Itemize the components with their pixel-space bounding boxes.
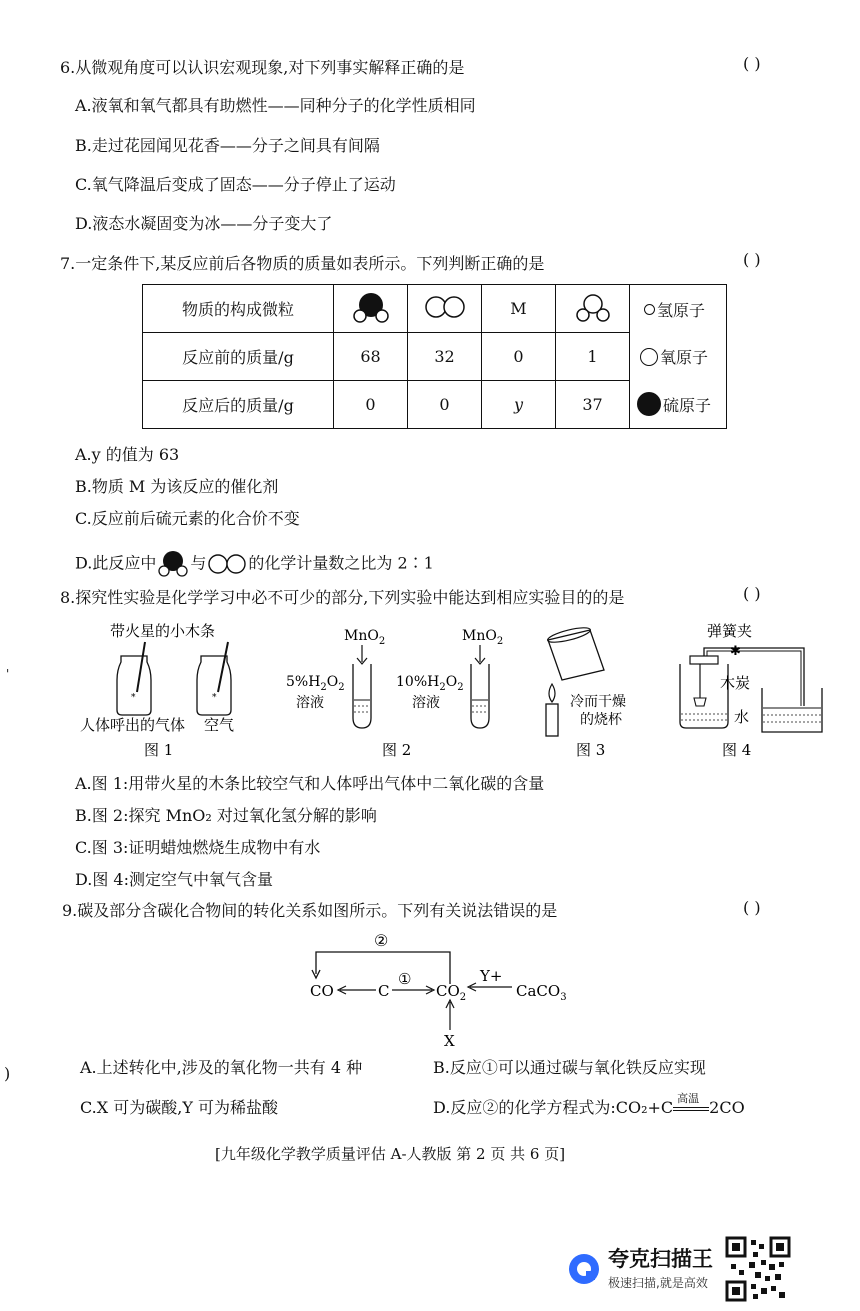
h2o-molecule-icon bbox=[565, 287, 621, 327]
oxygen-atom-icon bbox=[640, 348, 658, 366]
fig2-left-solution-word: 溶液 bbox=[296, 695, 324, 711]
page-footer: [九年级化学教学质量评估 A-人教版 第 2 页 共 6 页] bbox=[215, 1145, 566, 1163]
fig1-right-label: 空气 bbox=[204, 716, 235, 734]
diagram-reaction-2: ② bbox=[374, 931, 389, 950]
q8-option-c: C.图 3:证明蜡烛燃烧生成物中有水 bbox=[75, 838, 321, 857]
fig2-left-solution: $5\%H_2O_2$ bbox=[286, 674, 345, 693]
legend-hydrogen bbox=[644, 298, 705, 321]
q7-option-b: B.物质 M 为该反应的催化剂 bbox=[75, 477, 279, 496]
q7-option-d-suffix: 的化学计量数之比为 2∶1 bbox=[248, 553, 434, 573]
fig1-top-label: 带火星的小木条 bbox=[110, 622, 216, 640]
q8-experiment-figures bbox=[0, 610, 860, 768]
o2-molecule-icon bbox=[206, 552, 248, 576]
diagram-co2: $CO_2$ bbox=[436, 982, 467, 1003]
q7-option-a: A.y 的值为 63 bbox=[75, 445, 180, 464]
q8-option-b: B.图 2:探究 MnO₂ 对过氧化氢分解的影响 bbox=[75, 806, 377, 825]
q6-stem: 6.从微观角度可以认识宏观现象,对下列事实解释正确的是 bbox=[60, 58, 465, 77]
q9-option-d-suffix: 2CO bbox=[709, 1098, 745, 1117]
q7-answer-paren: ( ) bbox=[743, 250, 761, 269]
o2-molecule-icon bbox=[417, 292, 473, 322]
sulfur-atom-icon bbox=[637, 392, 661, 416]
equation-condition bbox=[673, 1092, 709, 1118]
margin-mark-1: ' bbox=[6, 667, 10, 681]
legend-oxygen bbox=[640, 345, 708, 368]
scanner-logo-icon bbox=[566, 1251, 602, 1287]
q8-stem: 8.探究性实验是化学学习中必不可少的部分,下列实验中能达到相应实验目的的是 bbox=[60, 588, 625, 607]
cell-before-1: 68 bbox=[334, 333, 408, 381]
row-before-label: 反应前的质量/g bbox=[143, 333, 334, 381]
svg-text:*: * bbox=[212, 693, 217, 703]
q8-answer-paren: ( ) bbox=[743, 584, 761, 603]
q6-option-a: A.液氧和氧气都具有助燃性——同种分子的化学性质相同 bbox=[75, 96, 476, 115]
cell-before-4: 1 bbox=[556, 333, 630, 381]
fig4-carbon-label: 木炭 bbox=[720, 674, 751, 692]
q8-option-a: A.图 1:用带火星的木条比较空气和人体呼出气体中二氧化碳的含量 bbox=[75, 774, 545, 793]
q8-option-d: D.图 4:测定空气中氧气含量 bbox=[75, 870, 274, 889]
q6-answer-paren: ( ) bbox=[743, 54, 761, 73]
particle-h2o bbox=[556, 285, 630, 333]
h2s-molecule-icon bbox=[156, 549, 190, 579]
q9-answer-paren: ( ) bbox=[743, 898, 761, 917]
q7-stem: 7.一定条件下,某反应前后各物质的质量如表所示。下列判断正确的是 bbox=[60, 254, 545, 273]
figure-4 bbox=[680, 622, 822, 759]
q6-option-c: C.氧气降温后变成了固态——分子停止了运动 bbox=[75, 175, 396, 194]
cell-after-4: 37 bbox=[556, 381, 630, 429]
q9-stem: 9.碳及部分含碳化合物间的转化关系如图所示。下列有关说法错误的是 bbox=[62, 901, 558, 920]
diagram-reaction-1: ① bbox=[398, 970, 412, 988]
h2s-molecule-icon bbox=[343, 287, 399, 327]
scanner-brand-slogan: 极速扫描,就是高效 bbox=[608, 1276, 708, 1290]
cell-before-2: 32 bbox=[408, 333, 482, 381]
cell-after-2: 0 bbox=[408, 381, 482, 429]
legend-hydrogen-label: 氢原子 bbox=[657, 301, 706, 320]
figure-1 bbox=[80, 622, 234, 759]
fig3-label-a: 冷而干燥 bbox=[570, 694, 626, 710]
diagram-c: C bbox=[378, 982, 390, 1000]
row-after-label: 反应后的质量/g bbox=[143, 381, 334, 429]
svg-text:✱: ✱ bbox=[730, 644, 741, 659]
fig4-caption: 图 4 bbox=[722, 741, 752, 759]
fig2-caption: 图 2 bbox=[382, 741, 412, 759]
fig2-right-solution: $10\%H_2O_2$ bbox=[396, 674, 464, 693]
q7-option-c: C.反应前后硫元素的化合价不变 bbox=[75, 509, 300, 528]
q9-option-b: B.反应①可以通过碳与氧化铁反应实现 bbox=[433, 1058, 706, 1077]
fig1-caption: 图 1 bbox=[144, 741, 174, 759]
cell-before-3: 0 bbox=[482, 333, 556, 381]
fig4-clamp-label: 弹簧夹 bbox=[707, 622, 753, 640]
scanner-watermark bbox=[566, 1236, 791, 1302]
diagram-y-reagent: Y+ bbox=[480, 967, 503, 985]
equation-condition-text: 高温 bbox=[677, 1092, 700, 1105]
diagram-caco3: CaCO$_3$ bbox=[516, 982, 567, 1003]
particle-h2s bbox=[334, 285, 408, 333]
q6-option-b: B.走过花园闻见花香——分子之间具有间隔 bbox=[75, 136, 380, 155]
q7-option-d-prefix: D.此反应中 bbox=[75, 553, 157, 573]
fig3-caption: 图 3 bbox=[576, 741, 606, 759]
fig1-left-label: 人体呼出的气体 bbox=[80, 716, 186, 734]
q7-option-d bbox=[75, 549, 434, 579]
figure-3 bbox=[546, 625, 626, 759]
legend-oxygen-label: 氧原子 bbox=[660, 348, 709, 367]
figure-2 bbox=[286, 628, 503, 759]
legend-sulfur-label: 硫原子 bbox=[663, 395, 712, 415]
fig2-left-reagent: MnO$_2$ bbox=[344, 628, 386, 647]
q7-option-d-mid: 与 bbox=[190, 553, 207, 573]
fig2-right-solution-word: 溶液 bbox=[412, 695, 440, 711]
cell-after-3: y bbox=[482, 381, 556, 429]
particle-m: M bbox=[482, 285, 556, 333]
qr-code-icon bbox=[725, 1236, 791, 1302]
q9-option-a: A.上述转化中,涉及的氧化物一共有 4 种 bbox=[80, 1058, 363, 1077]
diagram-x: X bbox=[444, 1032, 455, 1050]
q9-option-d-prefix: D.反应②的化学方程式为:CO₂+C bbox=[433, 1098, 674, 1117]
fig4-water-label: 水 bbox=[734, 708, 750, 726]
table-header: 物质的构成微粒 bbox=[143, 285, 334, 333]
diagram-co: CO bbox=[310, 982, 334, 1000]
svg-text:*: * bbox=[131, 693, 136, 703]
legend-sulfur bbox=[637, 392, 711, 416]
scanner-brand-name: 夸克扫描王 bbox=[608, 1247, 713, 1271]
fig2-right-reagent: MnO$_2$ bbox=[462, 628, 504, 647]
cell-after-1: 0 bbox=[334, 381, 408, 429]
fig3-label-b: 的烧杯 bbox=[580, 712, 622, 728]
q9-option-c: C.X 可为碳酸,Y 可为稀盐酸 bbox=[80, 1098, 278, 1117]
q6-option-d: D.液态水凝固变为冰——分子变大了 bbox=[75, 214, 333, 233]
particle-o2 bbox=[408, 285, 482, 333]
q9-option-d bbox=[433, 1092, 745, 1118]
margin-mark-2: ) bbox=[4, 1064, 11, 1083]
carbon-conversion-diagram bbox=[290, 926, 580, 1050]
hydrogen-atom-icon bbox=[644, 304, 655, 315]
